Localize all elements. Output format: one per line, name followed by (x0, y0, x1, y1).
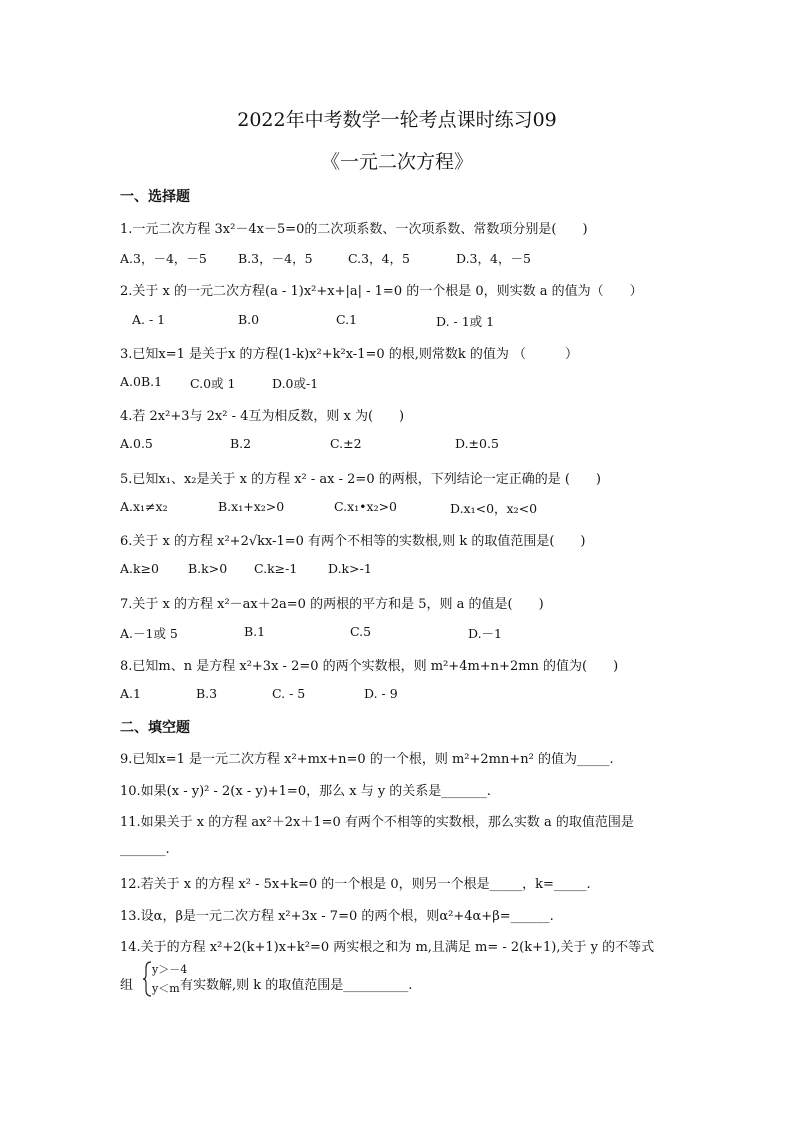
option-b: B.x₁+x₂>0 (218, 499, 285, 514)
question-5-stem: 5.已知x₁、x₂是关于 x 的方程 x² - ax - 2=0 的两根，下列结论一定正确的是 ( ) (120, 472, 602, 487)
system-top-inequality: y＞－4 (152, 963, 188, 976)
section-heading-choice: 一、选择题 (120, 189, 190, 205)
section-heading-fill-in: 二、填空题 (120, 720, 190, 736)
question-12: 12.若关于 x 的方程 x² - 5x+k=0 的一个根是 0，则另一个根是_____，k=_____. (120, 877, 591, 892)
option-c: C.k≥-1 (254, 561, 298, 576)
question-13: 13.设α，β是一元二次方程 x²+3x - 7=0 的两个根，则α²+4α+β=______. (120, 909, 554, 924)
option-d: D.k>-1 (328, 561, 372, 576)
option-d: D.3，4，－5 (456, 251, 531, 266)
page-title: 2022年中考数学一轮考点课时练习09 (237, 109, 557, 131)
option-d: D. - 1或 1 (436, 314, 495, 329)
question-3-stem: 3.已知x=1 是关于x 的方程(1-k)x²+k²x-1=0 的根,则常数k 的值为 （ ） (120, 347, 579, 362)
question-11-line-2: _______. (120, 842, 170, 857)
question-11-line-1: 11.如果关于 x 的方程 ax²＋2x＋1=0 有两个不相等的实数根，那么实数 a 的取值范围是 (120, 815, 634, 830)
question-1-stem: 1.一元二次方程 3x²－4x－5=0的二次项系数、一次项系数、常数项分别是( ) (120, 222, 588, 237)
question-14-prefix: 组 (120, 978, 134, 993)
option-c: C.x₁•x₂>0 (334, 499, 398, 514)
inequality-system (142, 960, 188, 998)
option-c: C. - 5 (272, 686, 306, 701)
option-c: C.1 (336, 312, 358, 327)
option-c: C.±2 (330, 436, 362, 451)
option-d: D. - 9 (364, 686, 398, 701)
question-9: 9.已知x=1 是一元二次方程 x²+mx+n=0 的一个根，则 m²+2mn+n² 的值为_____. (120, 752, 614, 767)
page-subtitle: 《一元二次方程》 (320, 151, 473, 173)
option-a: A.k≥0 (120, 561, 160, 576)
option-d: D.－1 (468, 626, 503, 641)
question-14-line-2: 有实数解,则 k 的取值范围是__________. (180, 978, 413, 993)
question-7-stem: 7.关于 x 的方程 x²－ax＋2a=0 的两根的平方和是 5，则 a 的值是( ) (120, 597, 544, 612)
option-c: C.5 (350, 624, 372, 639)
question-4-stem: 4.若 2x²+3与 2x² - 4互为相反数，则 x 为( ) (120, 409, 405, 424)
option-b: B.3 (196, 686, 218, 701)
option-a: A. - 1 (132, 312, 166, 327)
option-a: A.0.5 (120, 436, 153, 451)
question-2-stem: 2.关于 x 的一元二次方程(a - 1)x²+x+|a| - 1=0 的一个根是 0，则实数 a 的值为（ ） (120, 284, 643, 299)
question-14-line-1: 14.关于的方程 x²+2(k+1)x+k²=0 两实根之和为 m,且满足 m= - 2(k+1),关于 y 的不等式 (120, 940, 655, 955)
option-b: B.1 (244, 624, 266, 639)
option-d: D.0或-1 (272, 376, 319, 391)
option-a: A.1 (120, 686, 141, 701)
option-a: A.x₁≠x₂ (120, 499, 168, 514)
option-b: B.k>0 (188, 561, 228, 576)
option-b: B.2 (230, 436, 252, 451)
option-a: A.3，－4，－5 (120, 251, 207, 266)
option-c: C.3，4，5 (348, 251, 410, 266)
option-a: A.0B.1 (120, 374, 163, 389)
question-10: 10.如果(x - y)² - 2(x - y)+1=0，那么 x 与 y 的关系是_______. (120, 784, 491, 799)
system-bottom-inequality: y＜m (152, 982, 180, 995)
option-d: D.±0.5 (455, 436, 499, 451)
option-b: B.3，－4，5 (238, 251, 313, 266)
question-8-stem: 8.已知m、n 是方程 x²+3x - 2=0 的两个实数根，则 m²+4m+n+2mn 的值为( ) (120, 659, 619, 674)
option-c: C.0或 1 (190, 376, 236, 391)
question-6-stem: 6.关于 x 的方程 x²+2√kx-1=0 有两个不相等的实数根,则 k 的取值范围是( ) (120, 534, 586, 549)
option-a: A.－1或 5 (120, 626, 178, 641)
option-b: B.0 (238, 312, 260, 327)
option-d: D.x₁<0，x₂<0 (450, 501, 538, 516)
